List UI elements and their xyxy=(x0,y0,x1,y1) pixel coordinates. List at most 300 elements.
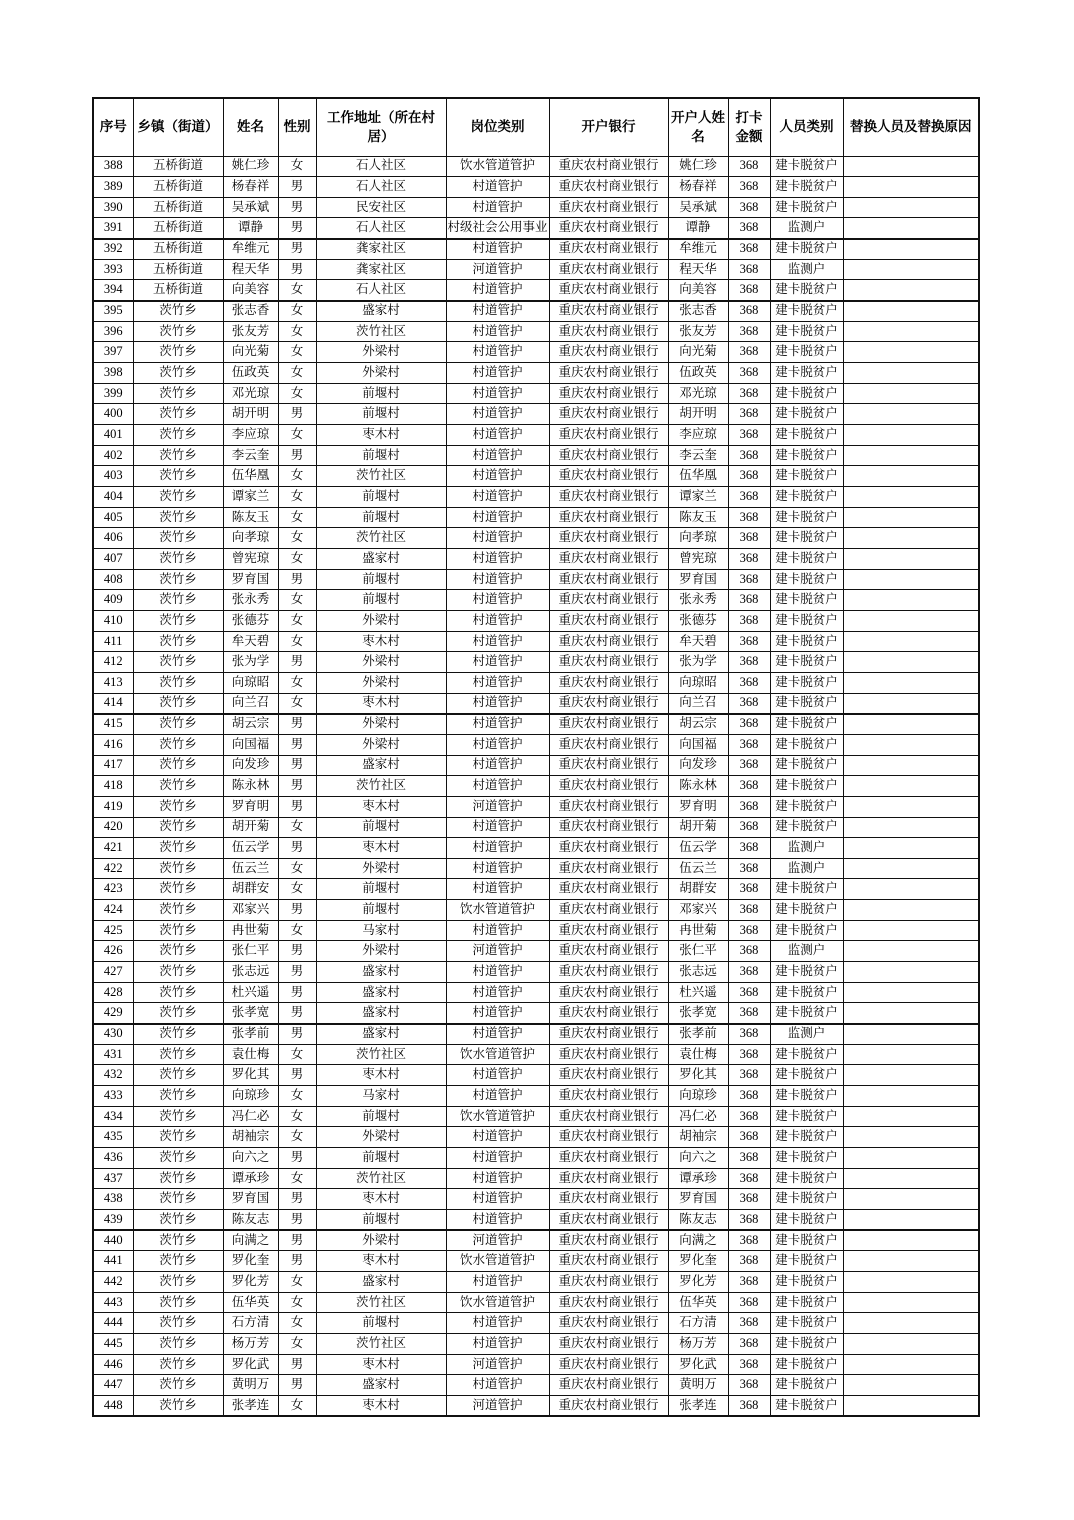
cell-no: 408 xyxy=(93,569,133,590)
cell-amount: 368 xyxy=(728,590,770,611)
cell-account-name: 陈永林 xyxy=(668,776,728,797)
cell-name: 牟天碧 xyxy=(223,631,278,652)
cell-name: 伍政英 xyxy=(223,363,278,384)
cell-gender: 男 xyxy=(278,755,316,776)
cell-job-type: 村道管护 xyxy=(446,1148,549,1169)
cell-township: 茨竹乡 xyxy=(133,383,223,404)
cell-gender: 女 xyxy=(278,610,316,631)
cell-gender: 男 xyxy=(278,259,316,280)
table-row xyxy=(93,1333,979,1354)
table-row xyxy=(93,1106,979,1127)
cell-account-name: 罗化奎 xyxy=(668,1251,728,1272)
cell-work-address: 前堰村 xyxy=(316,569,446,590)
cell-no: 398 xyxy=(93,363,133,384)
cell-person-category: 建卡脱贫户 xyxy=(770,548,843,569)
cell-gender: 女 xyxy=(278,1333,316,1354)
cell-bank: 重庆农村商业银行 xyxy=(549,920,668,941)
cell-work-address: 外梁村 xyxy=(316,941,446,962)
cell-amount: 368 xyxy=(728,652,770,673)
cell-bank: 重庆农村商业银行 xyxy=(549,1375,668,1396)
cell-gender: 男 xyxy=(278,1375,316,1396)
cell-replacement-reason xyxy=(843,1333,979,1354)
cell-amount: 368 xyxy=(728,280,770,301)
cell-work-address: 石人社区 xyxy=(316,177,446,198)
cell-township: 茨竹乡 xyxy=(133,425,223,446)
cell-bank: 重庆农村商业银行 xyxy=(549,900,668,921)
cell-person-category: 建卡脱贫户 xyxy=(770,1168,843,1189)
cell-job-type: 村道管护 xyxy=(446,1065,549,1086)
cell-gender: 女 xyxy=(278,631,316,652)
cell-account-name: 向琼昭 xyxy=(668,672,728,693)
cell-work-address: 外梁村 xyxy=(316,1230,446,1251)
cell-township: 茨竹乡 xyxy=(133,817,223,838)
cell-person-category: 建卡脱贫户 xyxy=(770,920,843,941)
cell-name: 张永秀 xyxy=(223,590,278,611)
cell-no: 428 xyxy=(93,982,133,1003)
cell-job-type: 村道管护 xyxy=(446,487,549,508)
cell-township: 茨竹乡 xyxy=(133,1292,223,1313)
cell-amount: 368 xyxy=(728,982,770,1003)
cell-no: 412 xyxy=(93,652,133,673)
cell-work-address: 龚家社区 xyxy=(316,259,446,280)
table-row xyxy=(93,259,979,280)
cell-account-name: 张德芬 xyxy=(668,610,728,631)
cell-name: 陈永林 xyxy=(223,776,278,797)
cell-name: 罗化武 xyxy=(223,1354,278,1375)
cell-work-address: 枣木村 xyxy=(316,631,446,652)
table-row xyxy=(93,1189,979,1210)
cell-amount: 368 xyxy=(728,1086,770,1107)
cell-work-address: 前堰村 xyxy=(316,445,446,466)
cell-name: 陈友玉 xyxy=(223,507,278,528)
column-header-township: 乡镇（街道） xyxy=(133,98,223,156)
table-row xyxy=(93,1395,979,1416)
cell-person-category: 建卡脱贫户 xyxy=(770,714,843,735)
cell-replacement-reason xyxy=(843,858,979,879)
cell-person-category: 建卡脱贫户 xyxy=(770,383,843,404)
cell-bank: 重庆农村商业银行 xyxy=(549,301,668,322)
cell-work-address: 枣木村 xyxy=(316,796,446,817)
cell-gender: 男 xyxy=(278,1065,316,1086)
cell-gender: 女 xyxy=(278,1395,316,1416)
cell-account-name: 谭家兰 xyxy=(668,487,728,508)
cell-person-category: 建卡脱贫户 xyxy=(770,342,843,363)
cell-name: 胡袖宗 xyxy=(223,1127,278,1148)
cell-amount: 368 xyxy=(728,1375,770,1396)
cell-bank: 重庆农村商业银行 xyxy=(549,962,668,983)
cell-amount: 368 xyxy=(728,1209,770,1230)
cell-person-category: 建卡脱贫户 xyxy=(770,610,843,631)
cell-gender: 女 xyxy=(278,280,316,301)
cell-amount: 368 xyxy=(728,1313,770,1334)
cell-gender: 男 xyxy=(278,569,316,590)
cell-name: 向琼昭 xyxy=(223,672,278,693)
cell-account-name: 张孝宽 xyxy=(668,1003,728,1024)
cell-replacement-reason xyxy=(843,466,979,487)
cell-replacement-reason xyxy=(843,838,979,859)
table-row xyxy=(93,1024,979,1045)
cell-person-category: 监测户 xyxy=(770,838,843,859)
cell-township: 茨竹乡 xyxy=(133,776,223,797)
table-row xyxy=(93,1209,979,1230)
cell-account-name: 向满之 xyxy=(668,1230,728,1251)
cell-account-name: 谭静 xyxy=(668,218,728,239)
cell-gender: 女 xyxy=(278,301,316,322)
cell-name: 罗育国 xyxy=(223,569,278,590)
cell-no: 409 xyxy=(93,590,133,611)
cell-account-name: 罗育国 xyxy=(668,1189,728,1210)
cell-amount: 368 xyxy=(728,466,770,487)
cell-amount: 368 xyxy=(728,239,770,260)
cell-account-name: 黄明万 xyxy=(668,1375,728,1396)
cell-township: 五桥街道 xyxy=(133,218,223,239)
cell-work-address: 前堰村 xyxy=(316,879,446,900)
cell-township: 茨竹乡 xyxy=(133,1127,223,1148)
cell-name: 伍华英 xyxy=(223,1292,278,1313)
cell-amount: 368 xyxy=(728,1065,770,1086)
table-row xyxy=(93,672,979,693)
cell-replacement-reason xyxy=(843,817,979,838)
cell-name: 李云奎 xyxy=(223,445,278,466)
cell-gender: 女 xyxy=(278,156,316,177)
cell-no: 411 xyxy=(93,631,133,652)
cell-gender: 女 xyxy=(278,672,316,693)
cell-work-address: 前堰村 xyxy=(316,487,446,508)
cell-name: 谭家兰 xyxy=(223,487,278,508)
cell-job-type: 村道管护 xyxy=(446,528,549,549)
cell-account-name: 胡云宗 xyxy=(668,714,728,735)
table-row xyxy=(93,1168,979,1189)
cell-job-type: 村道管护 xyxy=(446,342,549,363)
table-row xyxy=(93,466,979,487)
cell-person-category: 建卡脱贫户 xyxy=(770,425,843,446)
cell-name: 冯仁必 xyxy=(223,1106,278,1127)
cell-name: 张孝宽 xyxy=(223,1003,278,1024)
cell-amount: 368 xyxy=(728,1354,770,1375)
cell-job-type: 村道管护 xyxy=(446,1003,549,1024)
cell-replacement-reason xyxy=(843,672,979,693)
cell-amount: 368 xyxy=(728,838,770,859)
cell-no: 410 xyxy=(93,610,133,631)
cell-job-type: 村道管护 xyxy=(446,404,549,425)
cell-person-category: 建卡脱贫户 xyxy=(770,817,843,838)
cell-township: 五桥街道 xyxy=(133,280,223,301)
cell-township: 茨竹乡 xyxy=(133,693,223,714)
cell-replacement-reason xyxy=(843,962,979,983)
cell-replacement-reason xyxy=(843,1127,979,1148)
cell-job-type: 村道管护 xyxy=(446,1127,549,1148)
cell-account-name: 张志远 xyxy=(668,962,728,983)
cell-township: 茨竹乡 xyxy=(133,858,223,879)
cell-amount: 368 xyxy=(728,569,770,590)
cell-bank: 重庆农村商业银行 xyxy=(549,817,668,838)
cell-gender: 女 xyxy=(278,548,316,569)
cell-account-name: 袁仕梅 xyxy=(668,1044,728,1065)
cell-job-type: 村道管护 xyxy=(446,982,549,1003)
cell-job-type: 村道管护 xyxy=(446,1271,549,1292)
cell-work-address: 盛家村 xyxy=(316,962,446,983)
cell-replacement-reason xyxy=(843,548,979,569)
cell-bank: 重庆农村商业银行 xyxy=(549,1127,668,1148)
cell-account-name: 向国福 xyxy=(668,734,728,755)
cell-name: 杨春祥 xyxy=(223,177,278,198)
cell-bank: 重庆农村商业银行 xyxy=(549,1313,668,1334)
cell-township: 茨竹乡 xyxy=(133,672,223,693)
cell-replacement-reason xyxy=(843,982,979,1003)
cell-gender: 男 xyxy=(278,982,316,1003)
cell-name: 胡开明 xyxy=(223,404,278,425)
cell-amount: 368 xyxy=(728,528,770,549)
cell-name: 陈友志 xyxy=(223,1209,278,1230)
cell-amount: 368 xyxy=(728,177,770,198)
cell-job-type: 村道管护 xyxy=(446,1333,549,1354)
cell-bank: 重庆农村商业银行 xyxy=(549,982,668,1003)
cell-account-name: 谭承珍 xyxy=(668,1168,728,1189)
cell-name: 石方清 xyxy=(223,1313,278,1334)
cell-township: 茨竹乡 xyxy=(133,879,223,900)
cell-account-name: 冯仁必 xyxy=(668,1106,728,1127)
cell-no: 436 xyxy=(93,1148,133,1169)
cell-gender: 男 xyxy=(278,404,316,425)
cell-gender: 女 xyxy=(278,383,316,404)
cell-replacement-reason xyxy=(843,590,979,611)
cell-job-type: 村道管护 xyxy=(446,1313,549,1334)
cell-person-category: 建卡脱贫户 xyxy=(770,734,843,755)
cell-no: 399 xyxy=(93,383,133,404)
column-header-account-name: 开户人姓名 xyxy=(668,98,728,156)
cell-job-type: 村道管护 xyxy=(446,1375,549,1396)
cell-name: 谭承珍 xyxy=(223,1168,278,1189)
cell-person-category: 建卡脱贫户 xyxy=(770,156,843,177)
cell-township: 茨竹乡 xyxy=(133,1086,223,1107)
cell-no: 390 xyxy=(93,197,133,218)
cell-gender: 男 xyxy=(278,1189,316,1210)
cell-job-type: 村道管护 xyxy=(446,239,549,260)
cell-no: 420 xyxy=(93,817,133,838)
cell-name: 牟维元 xyxy=(223,239,278,260)
cell-name: 向美容 xyxy=(223,280,278,301)
cell-amount: 368 xyxy=(728,776,770,797)
cell-replacement-reason xyxy=(843,734,979,755)
table-row xyxy=(93,1086,979,1107)
table-row xyxy=(93,817,979,838)
cell-replacement-reason xyxy=(843,631,979,652)
cell-no: 394 xyxy=(93,280,133,301)
cell-job-type: 河道管护 xyxy=(446,941,549,962)
cell-replacement-reason xyxy=(843,239,979,260)
cell-bank: 重庆农村商业银行 xyxy=(549,1251,668,1272)
cell-work-address: 外梁村 xyxy=(316,672,446,693)
table-row xyxy=(93,569,979,590)
cell-no: 430 xyxy=(93,1024,133,1045)
cell-person-category: 建卡脱贫户 xyxy=(770,197,843,218)
cell-job-type: 村道管护 xyxy=(446,301,549,322)
cell-bank: 重庆农村商业银行 xyxy=(549,1148,668,1169)
cell-township: 茨竹乡 xyxy=(133,1375,223,1396)
cell-work-address: 龚家社区 xyxy=(316,239,446,260)
cell-amount: 368 xyxy=(728,693,770,714)
cell-person-category: 建卡脱贫户 xyxy=(770,363,843,384)
table-row xyxy=(93,1251,979,1272)
cell-township: 茨竹乡 xyxy=(133,1209,223,1230)
cell-no: 424 xyxy=(93,900,133,921)
cell-person-category: 建卡脱贫户 xyxy=(770,239,843,260)
cell-account-name: 胡群安 xyxy=(668,879,728,900)
table-row xyxy=(93,177,979,198)
cell-account-name: 伍云学 xyxy=(668,838,728,859)
cell-person-category: 建卡脱贫户 xyxy=(770,796,843,817)
cell-replacement-reason xyxy=(843,610,979,631)
cell-no: 414 xyxy=(93,693,133,714)
cell-no: 393 xyxy=(93,259,133,280)
cell-person-category: 建卡脱贫户 xyxy=(770,177,843,198)
cell-person-category: 建卡脱贫户 xyxy=(770,1230,843,1251)
cell-person-category: 建卡脱贫户 xyxy=(770,1354,843,1375)
cell-work-address: 民安社区 xyxy=(316,197,446,218)
cell-work-address: 茨竹社区 xyxy=(316,1333,446,1354)
cell-person-category: 建卡脱贫户 xyxy=(770,280,843,301)
cell-replacement-reason xyxy=(843,445,979,466)
cell-township: 茨竹乡 xyxy=(133,714,223,735)
cell-job-type: 村道管护 xyxy=(446,197,549,218)
cell-person-category: 建卡脱贫户 xyxy=(770,879,843,900)
cell-name: 黄明万 xyxy=(223,1375,278,1396)
cell-amount: 368 xyxy=(728,900,770,921)
cell-work-address: 盛家村 xyxy=(316,755,446,776)
cell-bank: 重庆农村商业银行 xyxy=(549,838,668,859)
cell-person-category: 建卡脱贫户 xyxy=(770,755,843,776)
table-row xyxy=(93,1148,979,1169)
cell-name: 向琼珍 xyxy=(223,1086,278,1107)
cell-gender: 男 xyxy=(278,796,316,817)
cell-name: 邓家兴 xyxy=(223,900,278,921)
cell-gender: 男 xyxy=(278,1251,316,1272)
cell-account-name: 张志香 xyxy=(668,301,728,322)
cell-amount: 368 xyxy=(728,1395,770,1416)
cell-job-type: 村道管护 xyxy=(446,569,549,590)
cell-township: 茨竹乡 xyxy=(133,1230,223,1251)
cell-job-type: 村级社会公用事业 xyxy=(446,218,549,239)
cell-name: 胡群安 xyxy=(223,879,278,900)
cell-township: 茨竹乡 xyxy=(133,445,223,466)
cell-account-name: 吴承斌 xyxy=(668,197,728,218)
cell-gender: 男 xyxy=(278,1230,316,1251)
table-row xyxy=(93,548,979,569)
cell-person-category: 建卡脱贫户 xyxy=(770,1106,843,1127)
cell-no: 429 xyxy=(93,1003,133,1024)
cell-work-address: 枣木村 xyxy=(316,838,446,859)
cell-gender: 男 xyxy=(278,900,316,921)
cell-gender: 女 xyxy=(278,1168,316,1189)
cell-replacement-reason xyxy=(843,321,979,342)
cell-job-type: 村道管护 xyxy=(446,548,549,569)
cell-job-type: 饮水管道管护 xyxy=(446,1106,549,1127)
cell-township: 五桥街道 xyxy=(133,156,223,177)
cell-no: 446 xyxy=(93,1354,133,1375)
cell-amount: 368 xyxy=(728,631,770,652)
cell-gender: 女 xyxy=(278,321,316,342)
cell-person-category: 建卡脱贫户 xyxy=(770,507,843,528)
cell-township: 五桥街道 xyxy=(133,197,223,218)
cell-no: 425 xyxy=(93,920,133,941)
cell-township: 茨竹乡 xyxy=(133,1003,223,1024)
cell-account-name: 张孝前 xyxy=(668,1024,728,1045)
cell-replacement-reason xyxy=(843,1024,979,1045)
cell-job-type: 村道管护 xyxy=(446,507,549,528)
cell-no: 406 xyxy=(93,528,133,549)
cell-township: 茨竹乡 xyxy=(133,1024,223,1045)
cell-job-type: 村道管护 xyxy=(446,1086,549,1107)
cell-account-name: 向孝琼 xyxy=(668,528,728,549)
cell-township: 茨竹乡 xyxy=(133,1354,223,1375)
cell-replacement-reason xyxy=(843,197,979,218)
cell-bank: 重庆农村商业银行 xyxy=(549,1354,668,1375)
table-row xyxy=(93,445,979,466)
cell-person-category: 建卡脱贫户 xyxy=(770,900,843,921)
cell-gender: 女 xyxy=(278,487,316,508)
table-row xyxy=(93,528,979,549)
cell-person-category: 建卡脱贫户 xyxy=(770,1189,843,1210)
cell-job-type: 河道管护 xyxy=(446,259,549,280)
cell-replacement-reason xyxy=(843,941,979,962)
table-row xyxy=(93,1065,979,1086)
cell-work-address: 前堰村 xyxy=(316,590,446,611)
cell-no: 435 xyxy=(93,1127,133,1148)
cell-work-address: 外梁村 xyxy=(316,610,446,631)
cell-township: 茨竹乡 xyxy=(133,342,223,363)
cell-name: 吴承斌 xyxy=(223,197,278,218)
cell-person-category: 建卡脱贫户 xyxy=(770,301,843,322)
table-row xyxy=(93,1271,979,1292)
cell-work-address: 石人社区 xyxy=(316,156,446,177)
cell-job-type: 饮水管道管护 xyxy=(446,1044,549,1065)
cell-replacement-reason xyxy=(843,1375,979,1396)
cell-replacement-reason xyxy=(843,404,979,425)
cell-work-address: 前堰村 xyxy=(316,900,446,921)
cell-gender: 女 xyxy=(278,858,316,879)
cell-person-category: 建卡脱贫户 xyxy=(770,590,843,611)
cell-person-category: 建卡脱贫户 xyxy=(770,693,843,714)
cell-job-type: 饮水管道管护 xyxy=(446,900,549,921)
cell-bank: 重庆农村商业银行 xyxy=(549,1024,668,1045)
cell-bank: 重庆农村商业银行 xyxy=(549,776,668,797)
cell-name: 向光菊 xyxy=(223,342,278,363)
cell-no: 417 xyxy=(93,755,133,776)
cell-amount: 368 xyxy=(728,1230,770,1251)
cell-amount: 368 xyxy=(728,734,770,755)
cell-work-address: 茨竹社区 xyxy=(316,528,446,549)
cell-work-address: 盛家村 xyxy=(316,1024,446,1045)
cell-replacement-reason xyxy=(843,1044,979,1065)
cell-amount: 368 xyxy=(728,321,770,342)
cell-account-name: 陈友志 xyxy=(668,1209,728,1230)
cell-account-name: 邓家兴 xyxy=(668,900,728,921)
table-row xyxy=(93,1375,979,1396)
cell-replacement-reason xyxy=(843,1065,979,1086)
table-row xyxy=(93,301,979,322)
cell-bank: 重庆农村商业银行 xyxy=(549,425,668,446)
cell-no: 445 xyxy=(93,1333,133,1354)
cell-name: 胡开菊 xyxy=(223,817,278,838)
cell-person-category: 建卡脱贫户 xyxy=(770,528,843,549)
cell-work-address: 盛家村 xyxy=(316,982,446,1003)
cell-amount: 368 xyxy=(728,301,770,322)
cell-work-address: 外梁村 xyxy=(316,714,446,735)
cell-account-name: 杜兴遥 xyxy=(668,982,728,1003)
cell-person-category: 监测户 xyxy=(770,259,843,280)
cell-work-address: 马家村 xyxy=(316,920,446,941)
cell-work-address: 盛家村 xyxy=(316,301,446,322)
